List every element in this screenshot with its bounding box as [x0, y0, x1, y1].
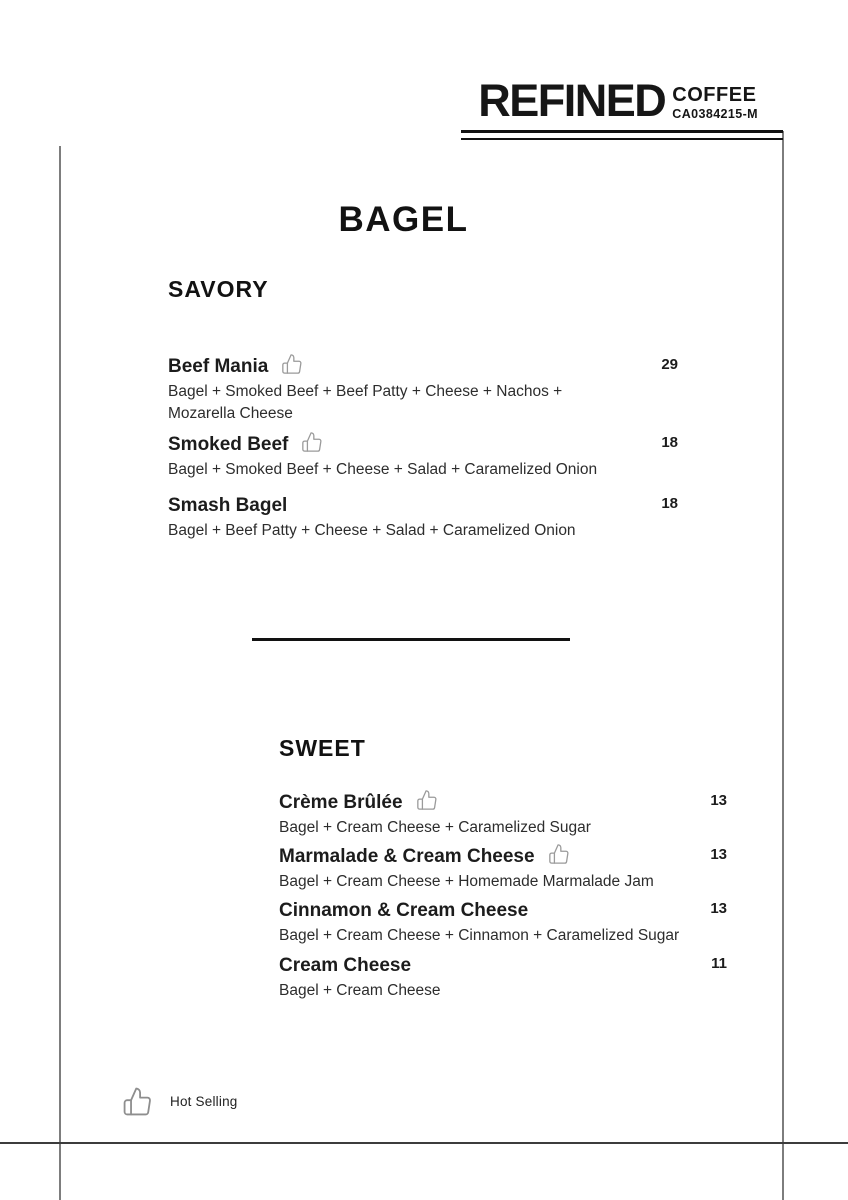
right-border-line [782, 131, 784, 1200]
item-name: Cream Cheese [279, 955, 412, 976]
item-description: Bagel + Smoked Beef + Beef Patty + Cheese + Nachos + Mozarella Cheese [168, 383, 563, 422]
left-border-line [59, 146, 61, 1200]
item-description: Bagel + Smoked Beef + Cheese + Salad + Caramelized Onion [168, 461, 598, 478]
menu-item-creme-brulee [279, 792, 727, 839]
hot-selling-icon [301, 431, 323, 453]
section-divider [252, 638, 570, 641]
bottom-border-line [0, 1142, 848, 1144]
thumbs-up-icon [122, 1086, 153, 1117]
item-price: 29 [661, 356, 678, 373]
item-head [168, 356, 678, 378]
item-name: Marmalade & Cream Cheese [279, 846, 535, 867]
item-description: Bagel + Cream Cheese + Caramelized Sugar [279, 819, 591, 836]
item-name: Beef Mania [168, 356, 269, 377]
legend-label: Hot Selling [170, 1094, 238, 1109]
item-head [168, 434, 678, 456]
item-description: Bagel + Cream Cheese + Cinnamon + Caramelized Sugar [279, 927, 680, 944]
item-head [279, 846, 727, 868]
hot-selling-icon [416, 789, 438, 811]
item-price: 13 [710, 846, 727, 863]
menu-item-cream-cheese [279, 955, 727, 1002]
item-description: Bagel + Beef Patty + Cheese + Salad + Caramelized Onion [168, 522, 576, 539]
section-heading-savory: SAVORY [168, 276, 269, 302]
brand-logo [462, 75, 758, 126]
item-name: Cinnamon & Cream Cheese [279, 900, 529, 921]
menu-item-cinnamon-cream-cheese [279, 900, 727, 947]
item-price: 18 [661, 495, 678, 512]
item-description: Bagel + Cream Cheese [279, 982, 441, 999]
page-title: BAGEL [338, 200, 469, 239]
menu-item-marmalade-cream-cheese [279, 846, 727, 893]
hot-selling-icon [281, 353, 303, 375]
item-price: 18 [661, 434, 678, 451]
item-price: 11 [711, 955, 727, 972]
item-head [279, 900, 727, 922]
menu-item-beef-mania [168, 356, 678, 425]
item-name: Crème Brûlée [279, 792, 403, 813]
item-name: Smoked Beef [168, 434, 289, 455]
hot-selling-legend [122, 1086, 238, 1117]
item-description: Bagel + Cream Cheese + Homemade Marmalade Jam [279, 873, 654, 890]
brand-name: REFINED [478, 75, 666, 126]
item-price: 13 [710, 792, 727, 809]
section-heading-sweet: SWEET [279, 735, 366, 761]
menu-item-smash-bagel [168, 495, 678, 542]
item-head [168, 495, 678, 517]
item-head [279, 955, 727, 977]
header-rule-bottom [461, 138, 783, 140]
brand-registration-code: CA0384215-M [672, 107, 758, 121]
item-head [279, 792, 727, 814]
menu-item-smoked-beef [168, 434, 678, 481]
header-rule-top [461, 130, 783, 133]
item-name: Smash Bagel [168, 495, 288, 516]
brand-side [672, 85, 758, 122]
item-price: 13 [710, 900, 727, 917]
brand-word: COFFEE [672, 84, 757, 106]
hot-selling-icon [548, 843, 570, 865]
